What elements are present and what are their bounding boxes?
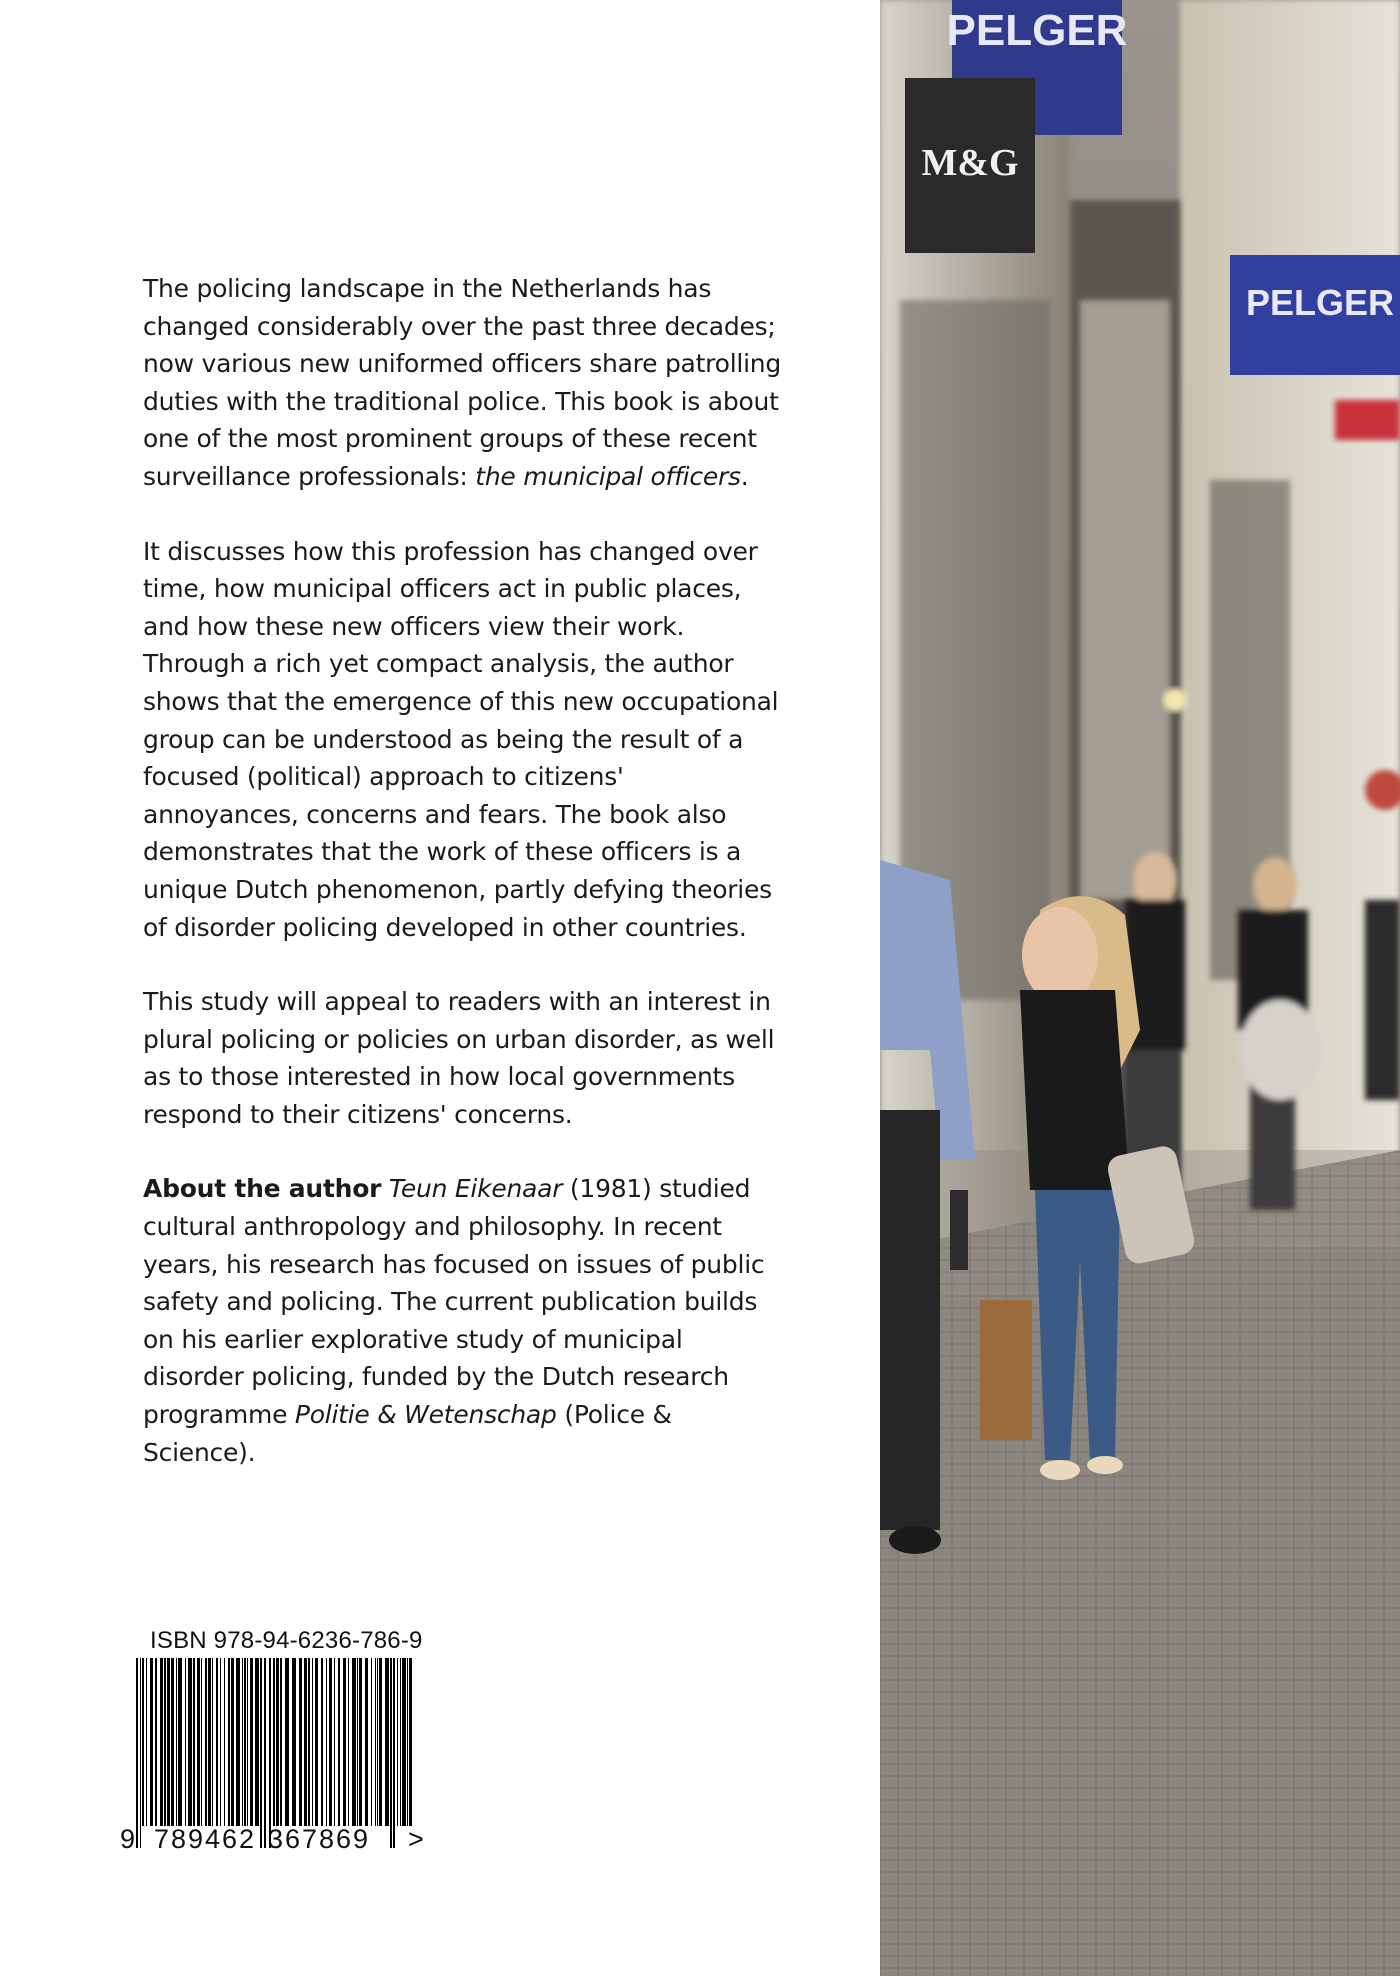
barcode-bar bbox=[280, 1658, 282, 1826]
barcode-bar bbox=[188, 1658, 192, 1826]
barcode-digits-right: 367869 bbox=[268, 1824, 368, 1854]
barcode-bar bbox=[146, 1658, 147, 1826]
barcode-bar bbox=[164, 1658, 166, 1826]
mg-sign-text: M&G bbox=[921, 142, 1019, 184]
barcode-bar bbox=[400, 1658, 401, 1826]
barcode-bar bbox=[228, 1658, 230, 1826]
barcode-bar bbox=[390, 1658, 392, 1848]
barcode-bar bbox=[176, 1658, 177, 1826]
barcode-bar bbox=[315, 1658, 318, 1826]
isbn-label: ISBN 978-94-6236-786-9 bbox=[150, 1627, 423, 1654]
barcode-bar bbox=[299, 1658, 302, 1826]
barcode-bars bbox=[136, 1658, 412, 1848]
barcode-bar bbox=[231, 1658, 234, 1826]
barcode-bar bbox=[397, 1658, 398, 1826]
author-bio-end: (Police & Science). bbox=[143, 1400, 672, 1467]
barcode-bar bbox=[260, 1658, 262, 1848]
street-photo bbox=[880, 0, 1400, 1976]
blurb-paragraph-2: It discusses how this profession has changed over time, how municipal officers act in public places, and how these new officers view their work. Through a rich yet compact analysis, the author shows that the emergence of this new occupational group can be understood as being the result of a focused (political) approach to citizens' annoyances, concerns and fears. The book also demonstrates that the work of these officers is a unique Dutch phenomenon, partly defying theories of disorder policing developed in other countries. bbox=[143, 536, 779, 942]
pelger-sign-1-text: PELGER bbox=[946, 6, 1128, 55]
barcode-bar bbox=[409, 1658, 412, 1826]
barcode-bar bbox=[269, 1658, 271, 1848]
barcode-bar bbox=[371, 1658, 372, 1826]
isbn-barcode bbox=[118, 1650, 438, 1860]
blurb-paragraph-3: This study will appeal to readers with an interest in plural policing or policies on urban disorder, as well as to those interested in how local governments respond to their citizens' concerns. bbox=[143, 987, 775, 1129]
barcode-digit-first: 9 bbox=[120, 1824, 136, 1854]
about-author-paragraph bbox=[143, 1170, 783, 1471]
about-author-heading: About the author bbox=[143, 1174, 382, 1204]
barcode-bar bbox=[155, 1658, 157, 1826]
barcode-bar bbox=[321, 1658, 323, 1826]
author-bio-text: studied cultural anthropology and philosophy. In recent years, his research has focused on issues of public safety and policing. The current publication builds on his earlier explorative study of municipal disorder policing, funded by the Dutch research programme bbox=[143, 1174, 765, 1430]
pelger-sign-2-text: PELGER bbox=[1245, 282, 1395, 323]
author-name: Teun Eikenaar bbox=[388, 1174, 563, 1204]
barcode-bar bbox=[250, 1658, 253, 1826]
barcode-bar bbox=[276, 1658, 279, 1826]
barcode-bar bbox=[377, 1658, 378, 1826]
author-year: (1981) bbox=[562, 1174, 652, 1204]
barcode-bar bbox=[292, 1658, 296, 1826]
barcode-bar bbox=[326, 1658, 327, 1826]
barcode-bar bbox=[304, 1658, 307, 1826]
blurb-p1-text: The policing landscape in the Netherlands has changed considerably over the past three decades; now various new uniformed officers share patrolling duties with the traditional police. This book is about one of the most prominent groups of these recent surveillance professionals: bbox=[143, 274, 782, 491]
barcode-bar bbox=[352, 1658, 356, 1826]
barcode-bar bbox=[160, 1658, 163, 1826]
barcode-bar bbox=[343, 1658, 346, 1826]
barcode-bar bbox=[197, 1658, 200, 1826]
barcode-bar bbox=[212, 1658, 213, 1826]
barcode-bar bbox=[308, 1658, 310, 1826]
barcode-bar bbox=[273, 1658, 275, 1826]
barcode-bar bbox=[285, 1658, 289, 1826]
barcode-bar bbox=[167, 1658, 170, 1826]
barcode-bar bbox=[379, 1658, 382, 1826]
barcode-bar bbox=[255, 1658, 259, 1826]
barcode-bar bbox=[185, 1658, 186, 1826]
barcode-bar bbox=[247, 1658, 248, 1826]
barcode-bar bbox=[338, 1658, 340, 1826]
barcode-bar bbox=[242, 1658, 243, 1826]
blurb-p1-end: . bbox=[740, 461, 749, 491]
barcode-bar bbox=[348, 1658, 349, 1826]
programme-name: Politie & Wetenschap bbox=[294, 1400, 557, 1430]
barcode-bar bbox=[264, 1658, 266, 1848]
barcode-bar bbox=[224, 1658, 225, 1826]
blurb-paragraph-1 bbox=[143, 270, 783, 496]
barcode-bar bbox=[178, 1658, 182, 1826]
barcode-bar bbox=[329, 1658, 332, 1826]
barcode-bar bbox=[142, 1658, 144, 1826]
barcode-bar bbox=[393, 1658, 395, 1848]
barcode-bar bbox=[216, 1658, 218, 1826]
barcode-bar bbox=[220, 1658, 221, 1826]
blurb-p1-emphasis: the municipal officers bbox=[475, 461, 741, 491]
barcode-digits-left: 789462 bbox=[154, 1824, 254, 1854]
barcode-quiet-mark: > bbox=[408, 1824, 424, 1854]
barcode-bar bbox=[140, 1658, 141, 1848]
barcode-bar bbox=[359, 1658, 362, 1826]
barcode-bar bbox=[375, 1658, 376, 1826]
barcode-bar bbox=[193, 1658, 195, 1826]
barcode-bar bbox=[357, 1658, 358, 1826]
barcode-bar bbox=[208, 1658, 211, 1826]
barcode-bar bbox=[136, 1658, 138, 1848]
barcode-bar bbox=[365, 1658, 368, 1826]
barcode-bar bbox=[402, 1658, 406, 1826]
blurb-text bbox=[143, 270, 783, 1508]
barcode-bar bbox=[171, 1658, 174, 1826]
barcode-bar bbox=[407, 1658, 408, 1826]
barcode-bar bbox=[334, 1658, 335, 1826]
barcode-bar bbox=[205, 1658, 207, 1826]
barcode-bar bbox=[312, 1658, 313, 1826]
barcode-bar bbox=[201, 1658, 202, 1826]
barcode-bar bbox=[150, 1658, 153, 1826]
barcode-bar bbox=[236, 1658, 240, 1826]
barcode-bar bbox=[385, 1658, 389, 1826]
barcode-bar bbox=[244, 1658, 246, 1826]
